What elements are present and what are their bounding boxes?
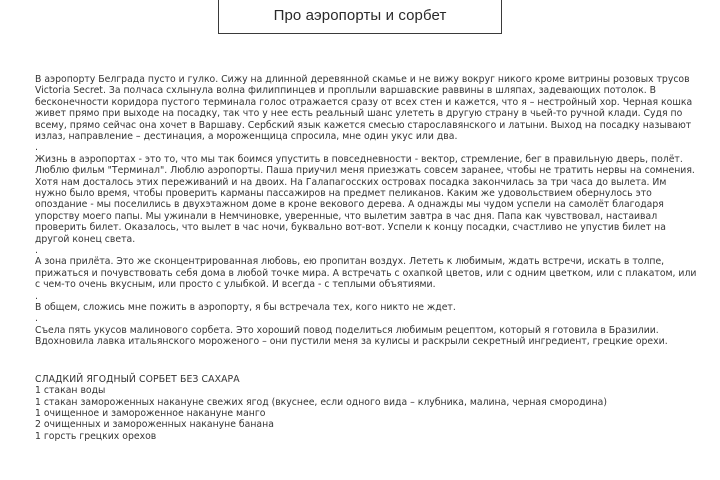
- recipe-section: [35, 374, 697, 442]
- title-box: [218, 0, 502, 34]
- ingredient-item: 1 очищенное и замороженное накануне манго: [35, 407, 266, 419]
- article-body: [35, 74, 697, 442]
- paragraph: В аэропорту Белграда пусто и гулко. Сижу на длинной деревянной скамье и не вижу вокруг никого кроме витрины розовых трусов Victoria Secret. За полчаса схлынула волна филиппинцев и проплыли варшавские раввины в шляпах, задевающих потолок. В бесконечности коридора пустого терминала голос отражается сразу от всех стен и кажется, что я – нестройный хор. Черная кошка живет прямо при выходе на посадку, так что у нее есть реальный шанс улететь в другую страну в чьей-то ручной клади. Судя по всему, прямо сейчас она хочет в Варшаву. Сербский язык кажется смесью старославянского и латыни. Выход на посадку называют излаз, направление – дестинация, а мороженщица спросила, мне один укус или два.: [35, 74, 693, 143]
- separator-dot: .: [35, 142, 38, 154]
- paragraph: А зона прилёта. Это же сконцентрированная любовь, ею пропитан воздух. Лететь к любимым, ждать встречи, искать в толпе, прижаться и почувствовать себя дома в любой точке мира. А встречать с охапкой цветов, или с одним цветком, или с плакатом, или с чем-то очень вкусным, или просто с улыбкой. И всегда - с теплыми объятиями.: [35, 256, 697, 291]
- paragraph: В общем, сложись мне пожить в аэропорту, я бы встречала тех, кого никто не ждет.: [35, 302, 456, 314]
- ingredient-item: 1 стакан воды: [35, 385, 106, 397]
- ingredient-item: 1 стакан замороженных накануне свежих ягод (вкуснее, если одного вида – клубника, малина, черная смородина): [35, 396, 607, 408]
- ingredient-item: 2 очищенных и замороженных накануне банана: [35, 419, 274, 431]
- separator-dot: .: [35, 290, 38, 302]
- page-title: Про аэропорты и сорбет: [273, 7, 447, 24]
- separator-dot: .: [35, 245, 38, 257]
- ingredient-item: 1 горсть грецких орехов: [35, 430, 157, 442]
- recipe-title: СЛАДКИЙ ЯГОДНЫЙ СОРБЕТ БЕЗ САХАРА: [35, 373, 240, 385]
- separator-dot: .: [35, 313, 38, 325]
- paragraph: Съела пять укусов малинового сорбета. Это хороший повод поделиться любимым рецептом, который я готовила в Бразилии. Вдохновила лавка итальянского мороженого – они пустили меня за кулисы и раскрыли секретный ингредиент, грецкие орехи.: [35, 324, 668, 348]
- paragraph: Жизнь в аэропортах - это то, что мы так боимся упустить в повседневности - вектор, стремление, бег в правильную дверь, полёт. Люблю фильм "Терминал". Люблю аэропорты. Паша приучил меня приезжать совсем заранее, чтобы не тратить нервы на сомнения. Хотя нам досталось этих переживаний и на двоих. На Галапагосских островах посадка закончилась за три часа до вылета. Им нужно было время, чтобы проверить карманы пассажиров на предмет пеликанов. Каким же удовольствием обернулось это опоздание - мы поселились в двухэтажном доме в кроне векового дерева. А однажды мы чудом успели на самолёт благодаря упорству моего папы. Мы ужинали в Немчиновке, уверенные, что вылетим завтра в час дня. Папа как чувствовал, настаивал проверить билет. Оказалось, что вылет в час ночи, буквально вот-вот. Успели к концу посадки, счастливо не упустив билет на другой конец света.: [35, 153, 695, 245]
